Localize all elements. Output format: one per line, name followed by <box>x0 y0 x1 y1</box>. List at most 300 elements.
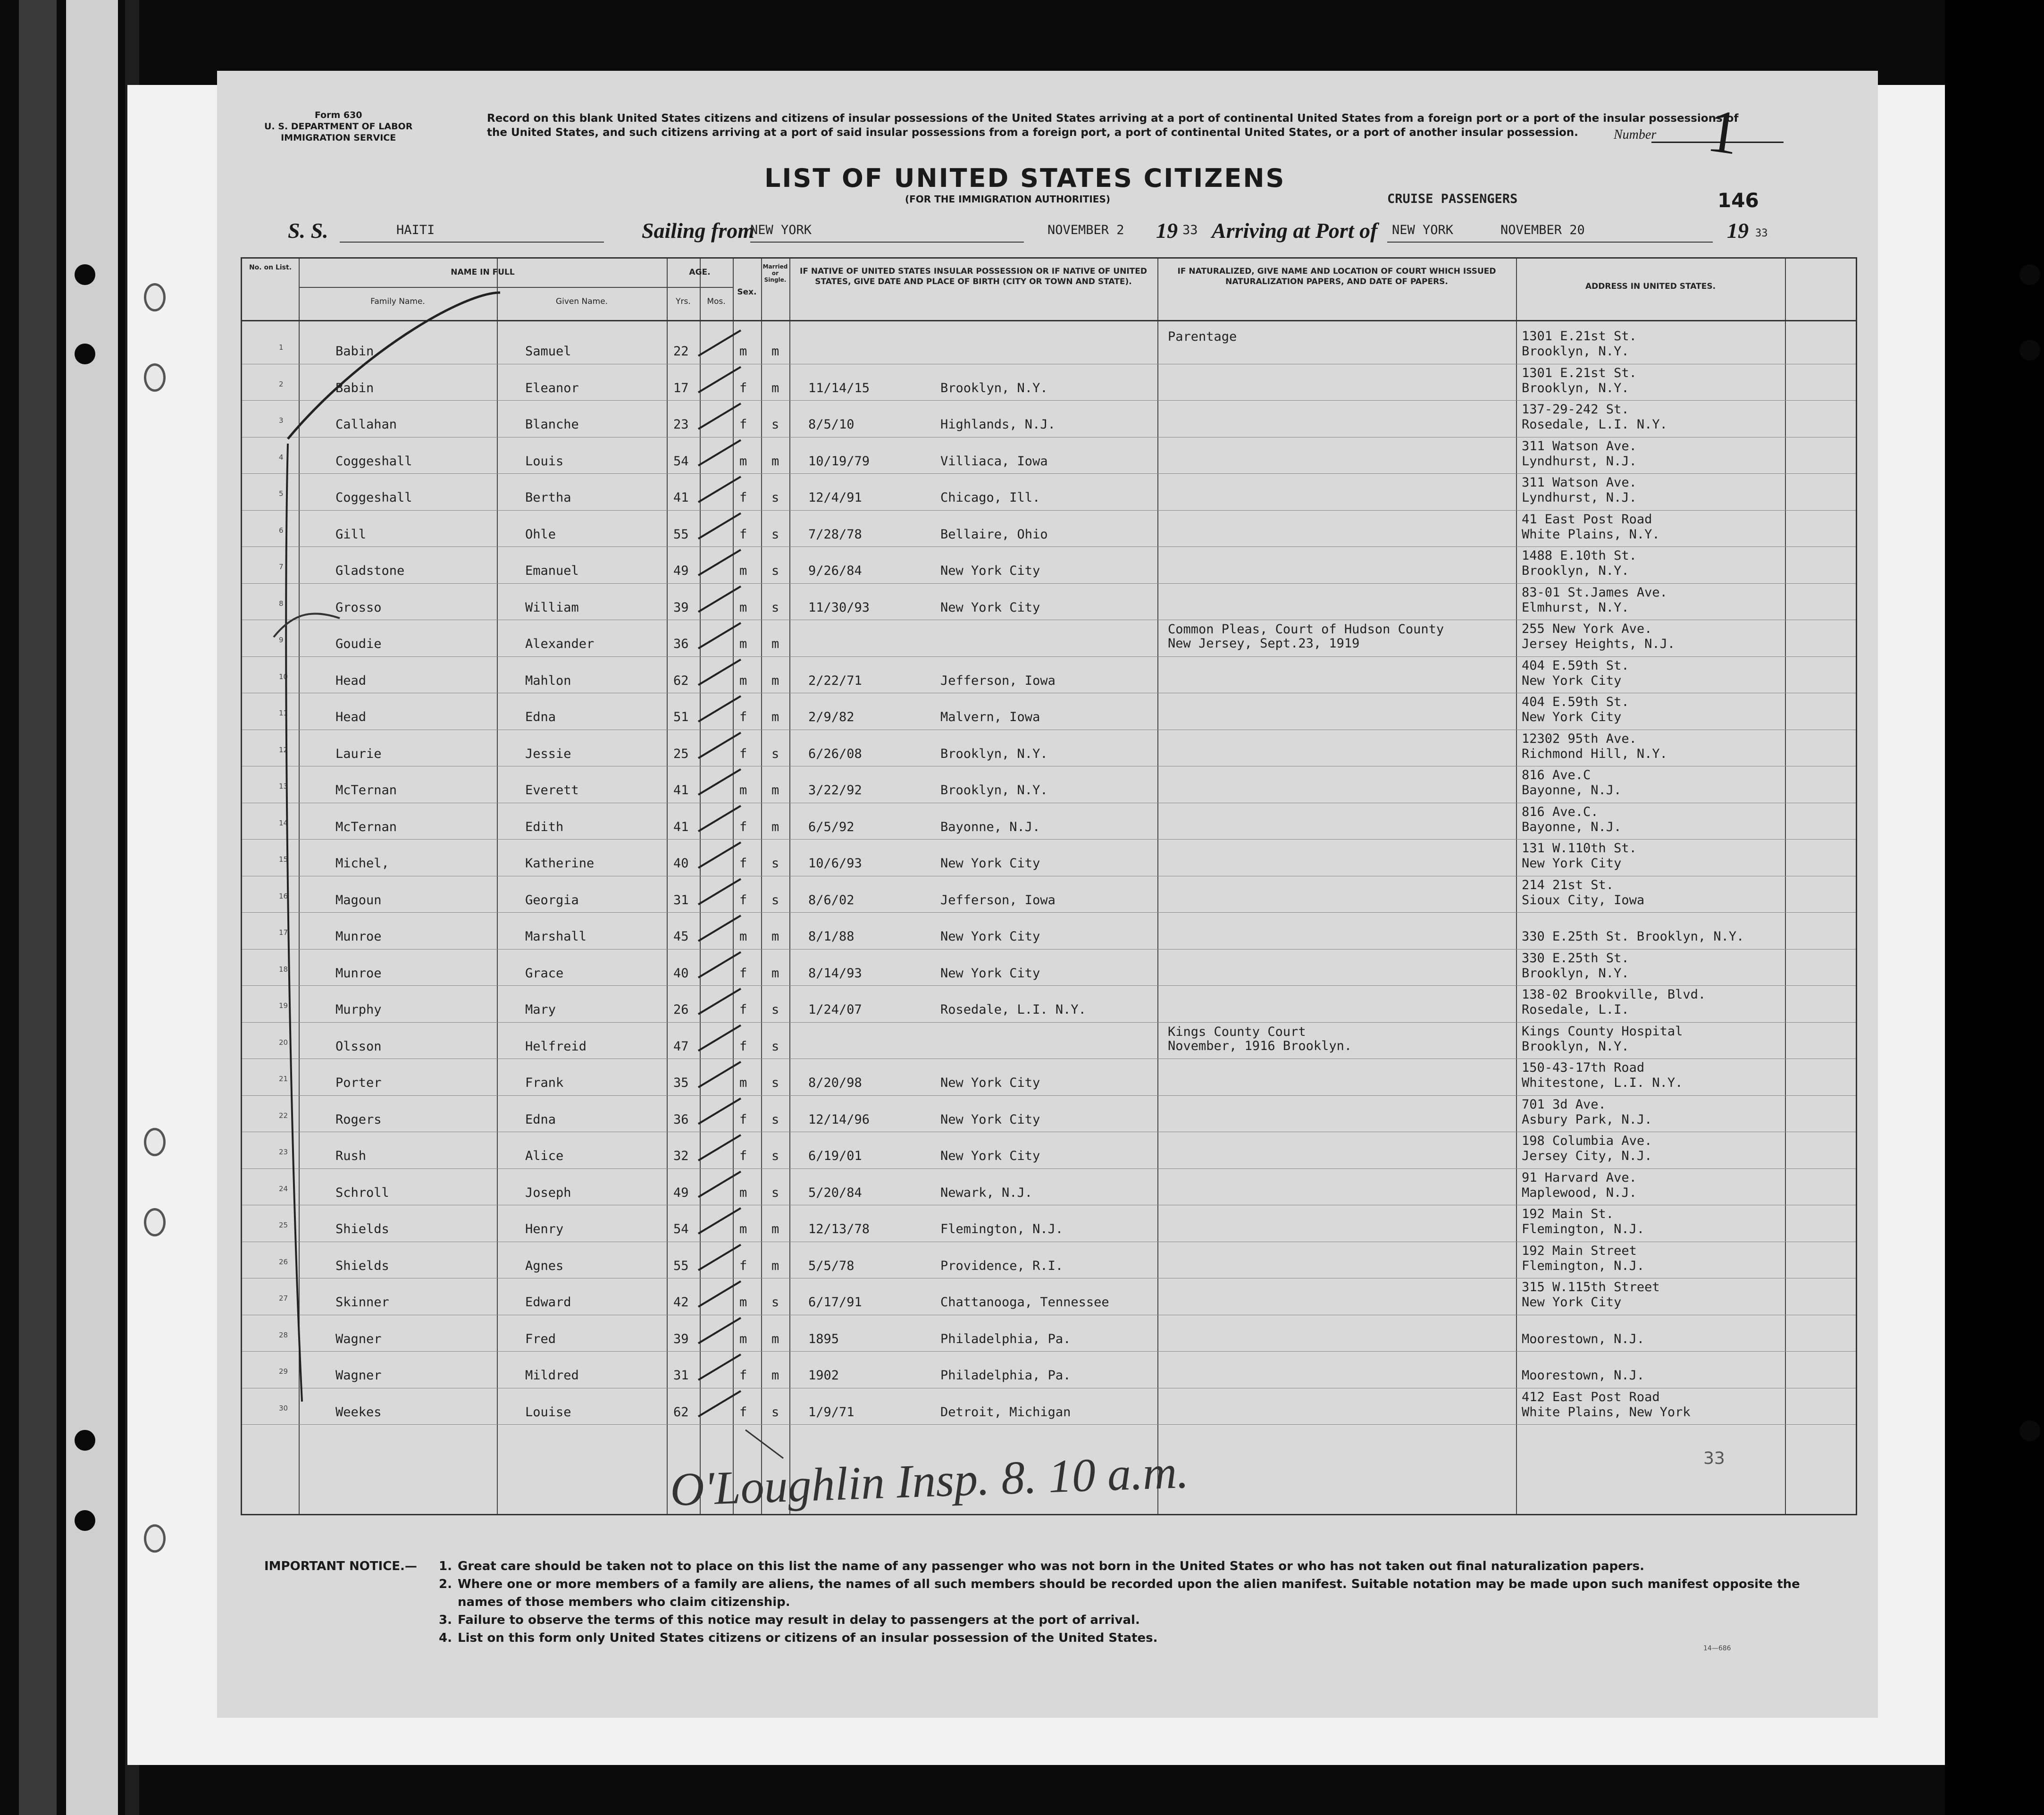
family-name: Magoun <box>335 892 382 908</box>
check-mark <box>698 1281 741 1307</box>
birth-place: Flemington, N.J. <box>940 1222 1064 1236</box>
sex: f <box>739 417 747 432</box>
form-title: LIST OF UNITED STATES CITIZENS <box>764 163 1286 193</box>
address-line: Asbury Park, N.J. <box>1522 1112 1652 1127</box>
handwritten-number: 1 <box>1703 96 1743 168</box>
given-name: Louise <box>525 1404 571 1420</box>
address-line: Moorestown, N.J. <box>1522 1368 1645 1383</box>
list-number: 2 <box>279 379 284 388</box>
age-years: 42 <box>673 1295 689 1310</box>
check-mark <box>698 1099 741 1124</box>
family-name: Goudie <box>335 637 382 651</box>
address-line: 404 E.59th St. <box>1522 695 1629 709</box>
address-line: 816 Ave.C. <box>1522 804 1599 819</box>
sex: m <box>739 1076 747 1090</box>
age-years: 31 <box>673 1368 689 1383</box>
arrival-port: NEW YORK <box>1392 223 1454 237</box>
address-line: Whitestone, L.I. N.Y. <box>1522 1076 1683 1090</box>
address-line: Bayonne, N.J. <box>1522 783 1622 798</box>
given-name: Alice <box>525 1149 564 1163</box>
marital-status: m <box>771 929 779 944</box>
birth-place: Brooklyn, N.Y. <box>940 746 1048 761</box>
address-line: Sioux City, Iowa <box>1522 892 1645 908</box>
birth-date: 6/26/08 <box>808 746 862 761</box>
marital-status: m <box>771 673 779 688</box>
birth-date: 8/5/10 <box>808 417 854 432</box>
address-line: Lyndhurst, N.J. <box>1522 490 1637 505</box>
address-line: New York City <box>1522 856 1622 871</box>
check-mark <box>698 440 741 466</box>
check-mark <box>698 1172 741 1197</box>
family-name: Rush <box>335 1149 367 1163</box>
birth-place: New York City <box>940 1112 1040 1127</box>
birth-date: 1895 <box>808 1331 839 1346</box>
sailing-label: Sailing from <box>642 218 755 243</box>
address-line: 1488 E.10th St. <box>1522 548 1637 563</box>
sex: f <box>739 1112 747 1127</box>
address-line: Rosedale, L.I. N.Y. <box>1522 417 1667 432</box>
check-mark <box>698 842 741 868</box>
family-name: Head <box>335 673 367 688</box>
form-number: Form 630 <box>314 110 362 120</box>
address-line: 137-29-242 St. <box>1522 402 1629 417</box>
address-line: Brooklyn, N.Y. <box>1522 966 1629 981</box>
sailing-year-prefix: 19 <box>1156 218 1178 243</box>
marital-status: m <box>771 783 779 798</box>
list-number: 6 <box>279 526 284 535</box>
marital-status: m <box>771 454 779 469</box>
birth-place: Jefferson, Iowa <box>940 673 1056 688</box>
given-name: Grace <box>525 966 564 981</box>
birth-date: 5/20/84 <box>808 1185 862 1200</box>
sex: m <box>739 1222 747 1236</box>
address-line: 83-01 St.James Ave. <box>1522 585 1667 600</box>
binder-hole <box>75 264 95 285</box>
birth-date: 8/1/88 <box>808 929 854 944</box>
sex: m <box>739 454 747 469</box>
birth-place: Philadelphia, Pa. <box>940 1368 1071 1383</box>
address-line: Maplewood, N.J. <box>1522 1185 1637 1200</box>
sex: m <box>739 563 747 578</box>
age-years: 55 <box>673 1258 689 1273</box>
address-line: 816 Ave.C <box>1522 768 1591 782</box>
age-years: 62 <box>673 673 689 688</box>
family-name: Skinner <box>335 1295 389 1310</box>
family-name: McTernan <box>335 819 397 834</box>
birth-date: 2/9/82 <box>808 710 854 724</box>
birth-place: Providence, R.I. <box>940 1258 1064 1273</box>
marital-status: s <box>771 746 779 761</box>
marital-status: m <box>771 1222 779 1236</box>
manifest-sheet <box>217 71 1878 1718</box>
birth-date: 1902 <box>808 1368 839 1383</box>
notice-item: 4. List on this form only United States citizens or citizens of an insular possession of the United States. <box>439 1631 1158 1645</box>
check-mark <box>698 1354 741 1380</box>
list-number: 9 <box>279 636 284 644</box>
page-mark: 33 <box>1703 1449 1725 1468</box>
check-mark <box>698 1318 741 1344</box>
sex: f <box>739 856 747 871</box>
address-line: 41 East Post Road <box>1522 512 1652 527</box>
address-line: Flemington, N.J. <box>1522 1222 1645 1236</box>
ring-hole <box>144 1524 166 1553</box>
birth-place: New York City <box>940 600 1040 615</box>
age-years: 22 <box>673 344 689 359</box>
header-address: ADDRESS IN UNITED STATES. <box>1585 282 1716 291</box>
arrival-date: NOVEMBER 20 <box>1500 223 1585 237</box>
check-mark <box>698 367 741 393</box>
given-name: Ohle <box>525 527 556 542</box>
age-years: 49 <box>673 1185 689 1200</box>
given-name: Katherine <box>525 856 595 871</box>
address-line: Kings County Hospital <box>1522 1024 1683 1039</box>
birth-place: New York City <box>940 1149 1040 1163</box>
check-mark <box>698 550 741 575</box>
address-line: New York City <box>1522 710 1622 724</box>
marital-status: s <box>771 563 779 578</box>
birth-date: 10/19/79 <box>808 454 870 469</box>
header-age: AGE. <box>689 268 711 277</box>
marital-status: m <box>771 966 779 981</box>
marital-status: s <box>771 600 779 615</box>
age-years: 36 <box>673 637 689 651</box>
birth-date: 6/5/92 <box>808 819 854 834</box>
marital-status: m <box>771 710 779 724</box>
marital-status: m <box>771 1258 779 1273</box>
header-name-in-full: NAME IN FULL <box>451 268 515 277</box>
address-line: 138-02 Brookville, Blvd. <box>1522 987 1706 1002</box>
birth-date: 6/19/01 <box>808 1149 862 1163</box>
sex: f <box>739 1039 747 1054</box>
birth-place: Philadelphia, Pa. <box>940 1331 1071 1346</box>
header-married-single: Married or Single. <box>762 263 788 283</box>
page-number: 146 <box>1717 189 1759 212</box>
given-name: Samuel <box>525 344 571 359</box>
given-name: William <box>525 600 579 615</box>
family-name: Wagner <box>335 1368 382 1383</box>
list-number: 27 <box>279 1294 288 1302</box>
marital-status: s <box>771 490 779 505</box>
given-name: Edward <box>525 1295 571 1310</box>
address-line: 192 Main Street <box>1522 1243 1637 1258</box>
given-name: Mahlon <box>525 673 571 688</box>
birth-date: 10/6/93 <box>808 856 862 871</box>
list-number: 30 <box>279 1403 288 1412</box>
form-subtitle: (FOR THE IMMIGRATION AUTHORITIES) <box>905 193 1111 205</box>
address-line: Richmond Hill, N.Y. <box>1522 746 1667 761</box>
birth-date: 11/30/93 <box>808 600 870 615</box>
birth-date: 1/24/07 <box>808 1002 862 1017</box>
given-name: Mary <box>525 1002 556 1017</box>
age-years: 17 <box>673 380 689 395</box>
age-years: 41 <box>673 819 689 834</box>
sex: m <box>739 929 747 944</box>
notice-item: 2. Where one or more members of a family are aliens, the names of all such members should be recorded upon the alien manifest. Suitable notation may be made upon such manifest opposite the names of those members who claim citizenship. <box>439 1577 1800 1609</box>
ring-hole <box>144 283 166 311</box>
list-number: 17 <box>279 928 288 937</box>
family-name: Weekes <box>335 1404 382 1420</box>
marital-status: m <box>771 1331 779 1346</box>
birth-date: 2/22/71 <box>808 673 862 688</box>
list-number: 21 <box>279 1075 288 1083</box>
address-line: 91 Harvard Ave. <box>1522 1170 1637 1185</box>
family-name: Grosso <box>335 600 382 615</box>
family-name: Babin <box>335 380 374 395</box>
address-line: Brooklyn, N.Y. <box>1522 344 1629 359</box>
address-line: 1301 E.21st St. <box>1522 329 1637 344</box>
sex: f <box>739 490 747 505</box>
binder-hole <box>2019 264 2040 285</box>
address-line: 330 E.25th St. <box>1522 950 1629 966</box>
check-mark <box>698 733 741 758</box>
family-name: Head <box>335 710 367 724</box>
family-name: Michel, <box>335 856 389 871</box>
age-years: 51 <box>673 710 689 724</box>
family-name: Olsson <box>335 1039 382 1054</box>
marital-status: s <box>771 1112 779 1127</box>
age-years: 54 <box>673 1222 689 1236</box>
birth-date: 3/22/92 <box>808 783 862 798</box>
department-name: U. S. DEPARTMENT OF LABOR <box>264 121 413 132</box>
sex: f <box>739 380 747 395</box>
inspector-signature: O'Loughlin Insp. 8. 10 a.m. <box>669 1445 1190 1516</box>
birth-date: 8/6/02 <box>808 892 854 908</box>
marital-status: s <box>771 1039 779 1054</box>
sex: f <box>739 1368 747 1383</box>
sex: m <box>739 1185 747 1200</box>
check-mark <box>698 477 741 502</box>
sex: f <box>739 527 747 542</box>
birth-date: 12/13/78 <box>808 1222 870 1236</box>
birth-date: 12/14/96 <box>808 1112 870 1127</box>
sex: f <box>739 966 747 981</box>
check-mark <box>698 330 741 356</box>
address-line: 192 Main St. <box>1522 1207 1614 1221</box>
address-line: Elmhurst, N.Y. <box>1522 600 1629 615</box>
sex: f <box>739 892 747 908</box>
check-mark <box>698 1391 741 1417</box>
family-name: Callahan <box>335 417 397 432</box>
family-name: Shields <box>335 1258 389 1273</box>
list-number: 13 <box>279 782 288 790</box>
check-mark <box>698 769 741 795</box>
header-birth: IF NATIVE OF UNITED STATES INSULAR POSSESSION OR IF NATIVE OF UNITED STATES, GIVE DATE AND PLACE OF BIRTH (CITY OR TOWN AND STATE). <box>800 267 1147 286</box>
birth-date: 8/14/93 <box>808 966 862 981</box>
arrival-year: 33 <box>1755 227 1768 239</box>
birth-place: Chattanooga, Tennessee <box>940 1295 1109 1310</box>
list-number: 19 <box>279 1001 288 1010</box>
address-line: 131 W.110th St. <box>1522 841 1637 856</box>
list-number: 16 <box>279 891 288 900</box>
given-name: Bertha <box>525 490 571 505</box>
address-line: 330 E.25th St. Brooklyn, N.Y. <box>1522 929 1744 944</box>
birth-place: New York City <box>940 1076 1040 1090</box>
check-mark <box>698 696 741 722</box>
binder-hole <box>75 1430 95 1451</box>
address-line: Bayonne, N.J. <box>1522 819 1622 834</box>
given-name: Edith <box>525 819 564 834</box>
list-number: 4 <box>279 453 284 462</box>
sex: m <box>739 673 747 688</box>
marital-status: m <box>771 380 779 395</box>
age-years: 55 <box>673 527 689 542</box>
age-years: 26 <box>673 1002 689 1017</box>
arrival-year-prefix: 19 <box>1727 218 1749 243</box>
family-name: Wagner <box>335 1331 382 1346</box>
given-name: Blanche <box>525 417 579 432</box>
naturalization-line: Parentage <box>1168 329 1237 344</box>
marital-status: s <box>771 1185 779 1200</box>
list-number: 26 <box>279 1257 288 1266</box>
ss-label: S. S. <box>288 218 328 243</box>
age-years: 32 <box>673 1149 689 1163</box>
address-line: 150-43-17th Road <box>1522 1060 1645 1075</box>
given-name: Georgia <box>525 892 579 908</box>
naturalization-line: New Jersey, Sept.23, 1919 <box>1168 636 1360 651</box>
check-mark <box>698 623 741 648</box>
age-years: 47 <box>673 1039 689 1054</box>
birth-place: New York City <box>940 929 1040 944</box>
check-mark <box>698 806 741 832</box>
sex: f <box>739 746 747 761</box>
age-years: 62 <box>673 1404 689 1420</box>
sailing-year: 33 <box>1182 223 1198 237</box>
given-name: Henry <box>525 1222 564 1236</box>
address-line: 311 Watson Ave. <box>1522 475 1637 490</box>
list-number: 7 <box>279 563 284 571</box>
sex: m <box>739 1295 747 1310</box>
sex: f <box>739 710 747 724</box>
arriving-label: Arriving at Port of <box>1212 218 1378 243</box>
given-name: Edna <box>525 1112 556 1127</box>
check-mark <box>698 660 741 685</box>
list-number: 25 <box>279 1221 288 1229</box>
list-number: 24 <box>279 1184 288 1193</box>
marital-status: m <box>771 819 779 834</box>
check-mark <box>698 1025 741 1051</box>
address-line: 311 Watson Ave. <box>1522 438 1637 454</box>
address-line: 12302 95th Ave. <box>1522 731 1637 746</box>
header-naturalized: IF NATURALIZED, GIVE NAME AND LOCATION OF COURT WHICH ISSUED NATURALIZATION PAPERS, AND DATE OF PAPERS. <box>1177 267 1496 286</box>
address-line: Brooklyn, N.Y. <box>1522 1039 1629 1054</box>
sailing-date: NOVEMBER 2 <box>1047 223 1124 237</box>
address-line: Flemington, N.J. <box>1522 1258 1645 1273</box>
family-name: Gill <box>335 527 367 542</box>
birth-place: Brooklyn, N.Y. <box>940 783 1048 798</box>
given-name: Louis <box>525 454 564 469</box>
birth-date: 1/9/71 <box>808 1404 854 1420</box>
age-years: 25 <box>673 746 689 761</box>
family-name: Coggeshall <box>335 490 412 505</box>
list-number: 28 <box>279 1330 288 1339</box>
birth-place: Brooklyn, N.Y. <box>940 380 1048 395</box>
birth-date: 8/20/98 <box>808 1076 862 1090</box>
given-name: Everett <box>525 783 579 798</box>
check-mark <box>698 952 741 978</box>
address-line: 701 3d Ave. <box>1522 1097 1606 1112</box>
form-instructions: Record on this blank United States citizens and citizens of insular possessions of the United States arriving at a port of continental United States from a foreign port or a port of the insular possessions of the United States, and such citizens arriving at a port of said insular possessions from a foreign port, a port of continental United States, or a port of another insular possession. <box>487 112 1739 139</box>
age-years: 40 <box>673 856 689 871</box>
address-line: Brooklyn, N.Y. <box>1522 563 1629 578</box>
given-name: Edna <box>525 710 556 724</box>
scanner-edge-left <box>19 0 57 1815</box>
marital-status: s <box>771 1002 779 1017</box>
list-number: 1 <box>279 343 284 352</box>
birth-place: Bayonne, N.J. <box>940 819 1040 834</box>
address-line: White Plains, New York <box>1522 1404 1691 1420</box>
sex: f <box>739 1002 747 1017</box>
number-label: Number <box>1614 127 1657 142</box>
list-number: 8 <box>279 599 284 608</box>
age-years: 39 <box>673 600 689 615</box>
binder-hole <box>2019 1420 2040 1441</box>
given-name: Agnes <box>525 1258 564 1273</box>
marital-status: s <box>771 856 779 871</box>
age-years: 31 <box>673 892 689 908</box>
sex: m <box>739 637 747 651</box>
list-number: 12 <box>279 745 288 754</box>
form-code: 14—686 <box>1703 1645 1731 1652</box>
birth-place: Highlands, N.J. <box>940 417 1056 432</box>
birth-place: Jefferson, Iowa <box>940 892 1056 908</box>
given-name: Marshall <box>525 929 587 944</box>
address-line: New York City <box>1522 1295 1622 1310</box>
notice-item: 1. Great care should be taken not to place on this list the name of any passenger who was not born in the United States or who has not taken out final naturalization papers. <box>439 1559 1644 1573</box>
marital-status: m <box>771 1368 779 1383</box>
check-mark <box>698 1208 741 1234</box>
given-name: Jessie <box>525 746 571 761</box>
family-name: Munroe <box>335 966 382 981</box>
family-name: Shields <box>335 1222 389 1236</box>
address-line: 412 East Post Road <box>1522 1389 1660 1404</box>
check-mark <box>698 916 741 941</box>
age-years: 39 <box>673 1331 689 1346</box>
family-name: Laurie <box>335 746 382 761</box>
header-sex: Sex. <box>737 287 757 297</box>
age-years: 41 <box>673 783 689 798</box>
naturalization-line: November, 1916 Brooklyn. <box>1168 1038 1352 1053</box>
header-list-no: No. on List. <box>249 264 292 271</box>
check-mark <box>698 403 741 429</box>
birth-place: New York City <box>940 966 1040 981</box>
list-number: 22 <box>279 1111 288 1120</box>
address-line: White Plains, N.Y. <box>1522 527 1660 542</box>
age-years: 36 <box>673 1112 689 1127</box>
family-name: Babin <box>335 344 374 359</box>
address-line: Jersey Heights, N.J. <box>1522 637 1675 651</box>
marital-status: s <box>771 1149 779 1163</box>
given-name: Alexander <box>525 637 595 651</box>
birth-date: 9/26/84 <box>808 563 862 578</box>
sex: f <box>739 1404 747 1420</box>
family-name: Rogers <box>335 1112 382 1127</box>
check-mark <box>698 879 741 905</box>
age-years: 41 <box>673 490 689 505</box>
birth-date: 6/17/91 <box>808 1295 862 1310</box>
notice-label: IMPORTANT NOTICE.— <box>264 1559 417 1573</box>
sailing-port: NEW YORK <box>750 223 812 237</box>
list-number: 29 <box>279 1367 288 1376</box>
handwritten-check-marks <box>217 71 1878 1534</box>
marital-status: s <box>771 1076 779 1090</box>
list-number: 3 <box>279 416 284 425</box>
given-name: Eleanor <box>525 380 579 395</box>
check-mark <box>698 1062 741 1087</box>
sex: m <box>739 783 747 798</box>
birth-place: Chicago, Ill. <box>940 490 1040 505</box>
check-mark <box>698 587 741 612</box>
check-mark <box>698 1245 741 1270</box>
